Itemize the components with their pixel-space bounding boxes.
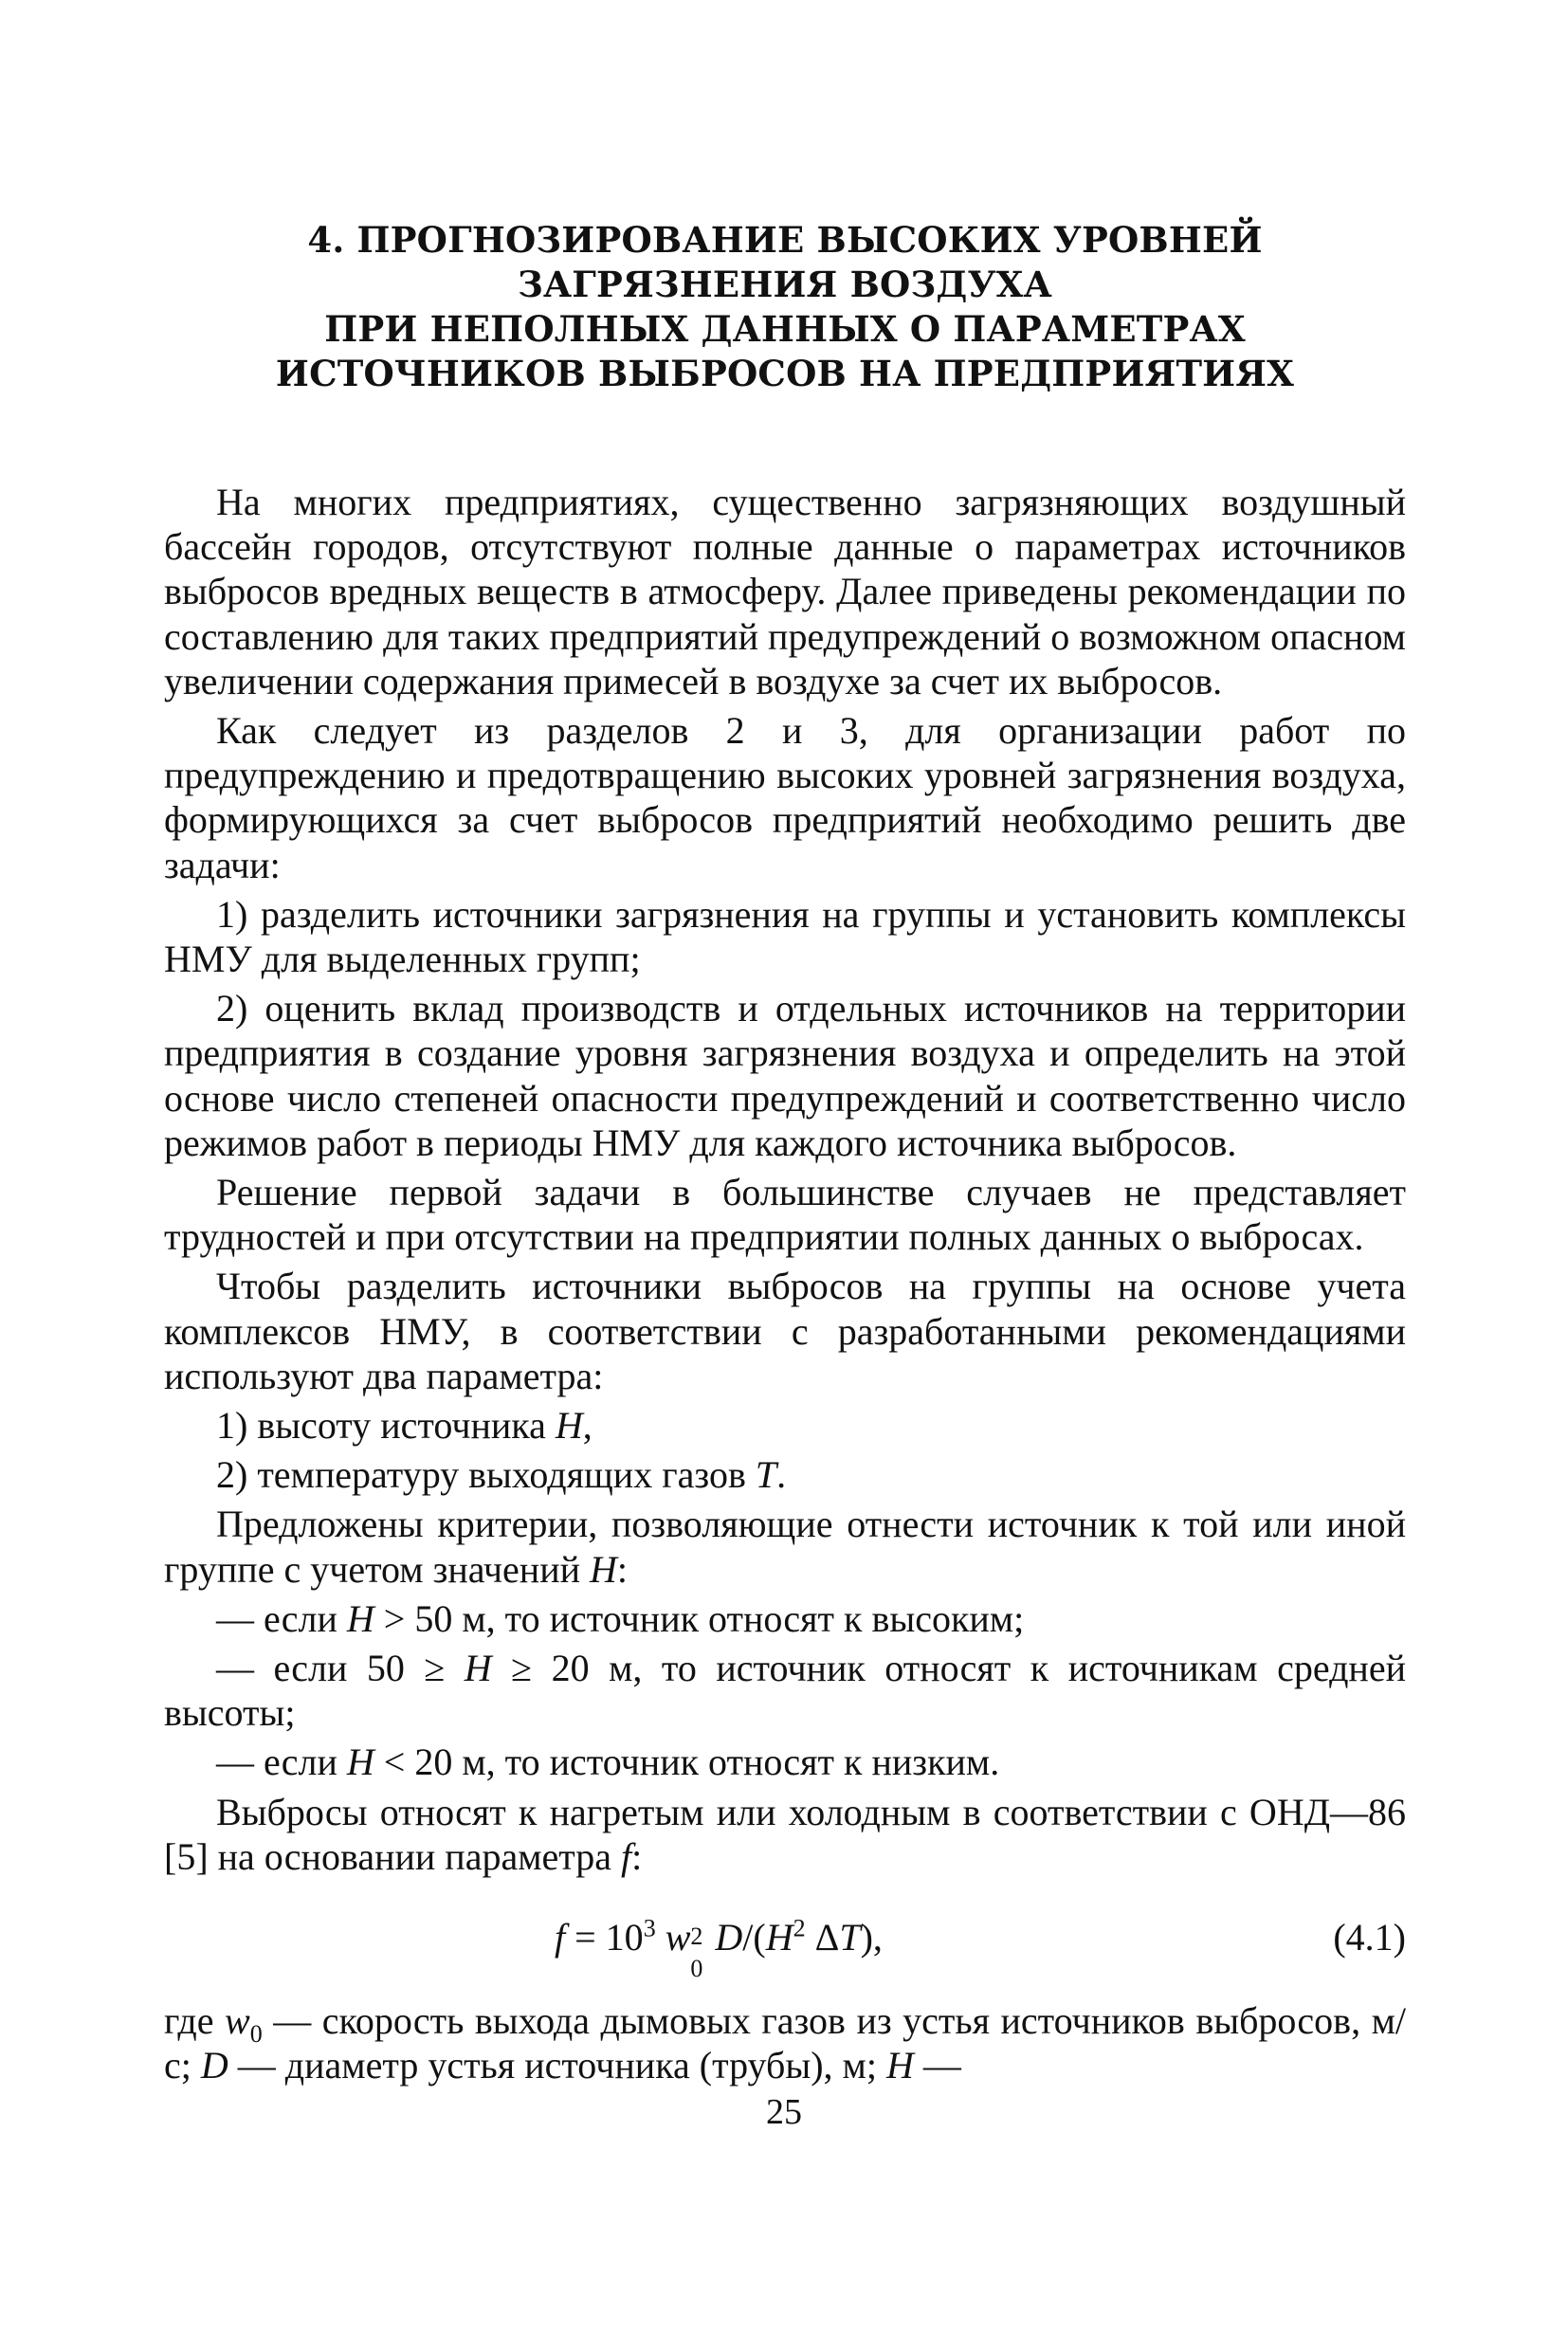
formula-eq: = 10 (565, 1916, 644, 1959)
criterion-high (164, 1596, 1406, 1641)
formula-h: H (765, 1916, 793, 1959)
text-span: , (582, 1404, 593, 1448)
title-line-1: 4. ПРОГНОЗИРОВАНИЕ ВЫСОКИХ УРОВНЕЙ (307, 219, 1263, 261)
formula-t: T (839, 1916, 861, 1959)
text-span: — диаметр устья источника (трубы), м; (228, 2044, 886, 2087)
text-span: — скорость выхода дымовых газов из устья источников выбросов, м/с; (164, 1999, 1406, 2087)
variable-h: H (346, 1740, 374, 1784)
criterion-low (164, 1740, 1406, 1784)
text-span: — если (216, 1740, 347, 1784)
paragraph-heated-cold (164, 1790, 1406, 1879)
text-span: > 50 м, то источник относят к высоким; (374, 1596, 1025, 1640)
formula-slash: /( (742, 1916, 766, 1959)
paragraph-first-task: Решение первой задачи в большинстве случаев не представляет трудностей и при отсутствии на предприятии полных данных о выбросах. (164, 1171, 1406, 1259)
title-line-2: ЗАГРЯЗНЕНИЯ ВОЗДУХА (518, 264, 1052, 305)
text-span: 2) температуру выходящих газов (216, 1453, 756, 1497)
variable-w0-sub: 0 (249, 2020, 263, 2049)
text-span: ≥ 20 м, то источник относят к источникам средней высоты; (164, 1647, 1406, 1735)
paragraph-where (164, 1998, 1406, 2087)
chapter-title (164, 218, 1406, 396)
text-span: — (913, 2044, 961, 2087)
variable-f: f (621, 1834, 632, 1878)
text-span: : (616, 1547, 629, 1591)
text-span: — если 50 ≥ (216, 1647, 465, 1690)
task-item-1: 1) разделить источники загрязнения на группы и установить комплексы НМУ для выделенных групп; (164, 892, 1406, 981)
variable-h: H (590, 1547, 617, 1591)
variable-d: D (200, 2044, 228, 2087)
formula-4-1 (164, 1907, 1406, 1983)
formula-close: ), (860, 1916, 883, 1959)
variable-h: H (885, 2044, 914, 2087)
title-line-4: ИСТОЧНИКОВ ВЫБРОСОВ НА ПРЕДПРИЯТИЯХ (275, 353, 1295, 394)
parameter-item-1 (164, 1403, 1406, 1448)
formula-w: w (665, 1916, 691, 1959)
page-content (164, 218, 1406, 2093)
paragraph-parameters: Чтобы разделить источники выбросов на группы на основе учета комплексов НМУ, в соответствии с разработанными рекомендациями используют два параметра: (164, 1265, 1406, 1397)
formula-number: (4.1) (1333, 1916, 1406, 1959)
formula-delta: Δ (805, 1916, 840, 1959)
variable-w0: w (225, 1999, 250, 2043)
text-span: Выбросы относят к нагретым или холодным в соответствии с ОНД—86 [5] на основании параметра (164, 1790, 1406, 1878)
body-text (164, 480, 1406, 2088)
text-span: 1) высоту источника (216, 1404, 556, 1448)
paragraph-criteria (164, 1502, 1406, 1591)
variable-h: H (464, 1647, 492, 1690)
text-span: . (776, 1453, 787, 1497)
paragraph-tasks: Как следует из разделов 2 и 3, для организации работ по предупреждению и предотвращению высоких уровней загрязнения воздуха, формирующихся за счет выбросов предприятий необходимо решить две задачи: (164, 709, 1406, 886)
task-item-2: 2) оценить вклад производств и отдельных источников на территории предприятия в создание уровня загрязнения воздуха и определить на этой основе число степеней опасности предупреждений и соответственно число режимов работ в периоды НМУ для каждого источника выбросов. (164, 987, 1406, 1164)
formula-d: D (715, 1916, 743, 1959)
text-span: Предложены критерии, позволяющие отнести источник к той или иной группе с учетом значений (164, 1503, 1406, 1591)
paragraph-intro: На многих предприятиях, существенно загрязняющих воздушный бассейн городов, отсутствуют полные данные о параметрах источников выбросов вредных веществ в атмосферу. Далее приведены рекомендации по составлению для таких предприятий предупреждений о возможном опасном увеличении содержания примесей в воздухе за счет их выбросов. (164, 481, 1406, 702)
text-span: : (631, 1834, 643, 1878)
parameter-item-2 (164, 1452, 1406, 1497)
title-line-3: ПРИ НЕПОЛНЫХ ДАННЫХ О ПАРАМЕТРАХ (324, 308, 1246, 350)
text-span: — если (216, 1596, 347, 1640)
page-number: 25 (766, 2092, 802, 2132)
formula-h-sup: 2 (793, 1914, 806, 1942)
text-span: < 20 м, то источник относят к низким. (374, 1740, 1000, 1784)
variable-h: H (555, 1404, 583, 1448)
formula-f: f (555, 1916, 566, 1959)
variable-t: T (755, 1453, 777, 1497)
formula-expression: $f = 10^3$ w 2 0 $D/(H^2$ ΔT), (555, 1914, 883, 1983)
variable-h: H (346, 1596, 374, 1640)
text-span: где (164, 1999, 226, 2043)
criterion-medium (164, 1646, 1406, 1735)
formula-exp: 3 (643, 1914, 656, 1942)
